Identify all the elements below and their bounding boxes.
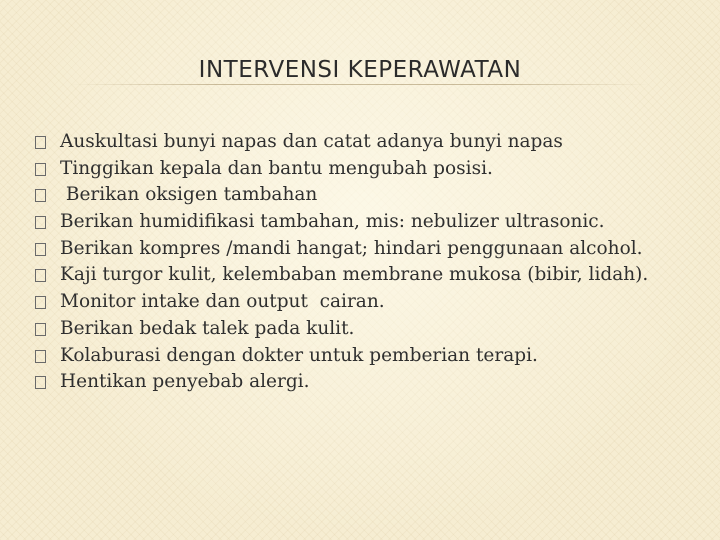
- square-bullet-icon: [35, 189, 46, 202]
- list-item-text: Monitor intake dan output cairan.: [60, 291, 385, 313]
- square-bullet-icon: [35, 243, 46, 256]
- slide-title: INTERVENSI KEPERAWATAN: [198, 57, 522, 83]
- title-divider: [70, 84, 650, 85]
- square-bullet-icon: [35, 323, 46, 336]
- square-bullet-icon: [35, 216, 46, 229]
- square-bullet-icon: [35, 269, 46, 282]
- list-item-text: Auskultasi bunyi napas dan catat adanya bunyi napas: [60, 131, 563, 152]
- square-bullet-icon: [35, 163, 46, 176]
- list-item-text: Berikan oksigen tambahan: [60, 184, 318, 206]
- list-item-text: Berikan kompres /mandi hangat; hindari penggunaan alcohol.: [60, 237, 643, 259]
- square-bullet-icon: [35, 376, 46, 389]
- list-item-text: Hentikan penyebab alergi.: [60, 371, 310, 393]
- list-item-text: Kaji turgor kulit, kelembaban membrane mukosa (bibir, lidah).: [60, 264, 649, 286]
- list-item-text: Kolaburasi dengan dokter untuk pemberian terapi.: [60, 344, 538, 366]
- square-bullet-icon: [35, 296, 46, 309]
- list-item-text: Tinggikan kepala dan bantu mengubah posisi.: [60, 157, 493, 179]
- square-bullet-icon: [35, 136, 46, 149]
- list-item-text: Berikan bedak talek pada kulit.: [60, 317, 355, 339]
- square-bullet-icon: [35, 350, 46, 363]
- list-item-text: Berikan humidifikasi tambahan, mis: nebulizer ultrasonic.: [60, 211, 605, 233]
